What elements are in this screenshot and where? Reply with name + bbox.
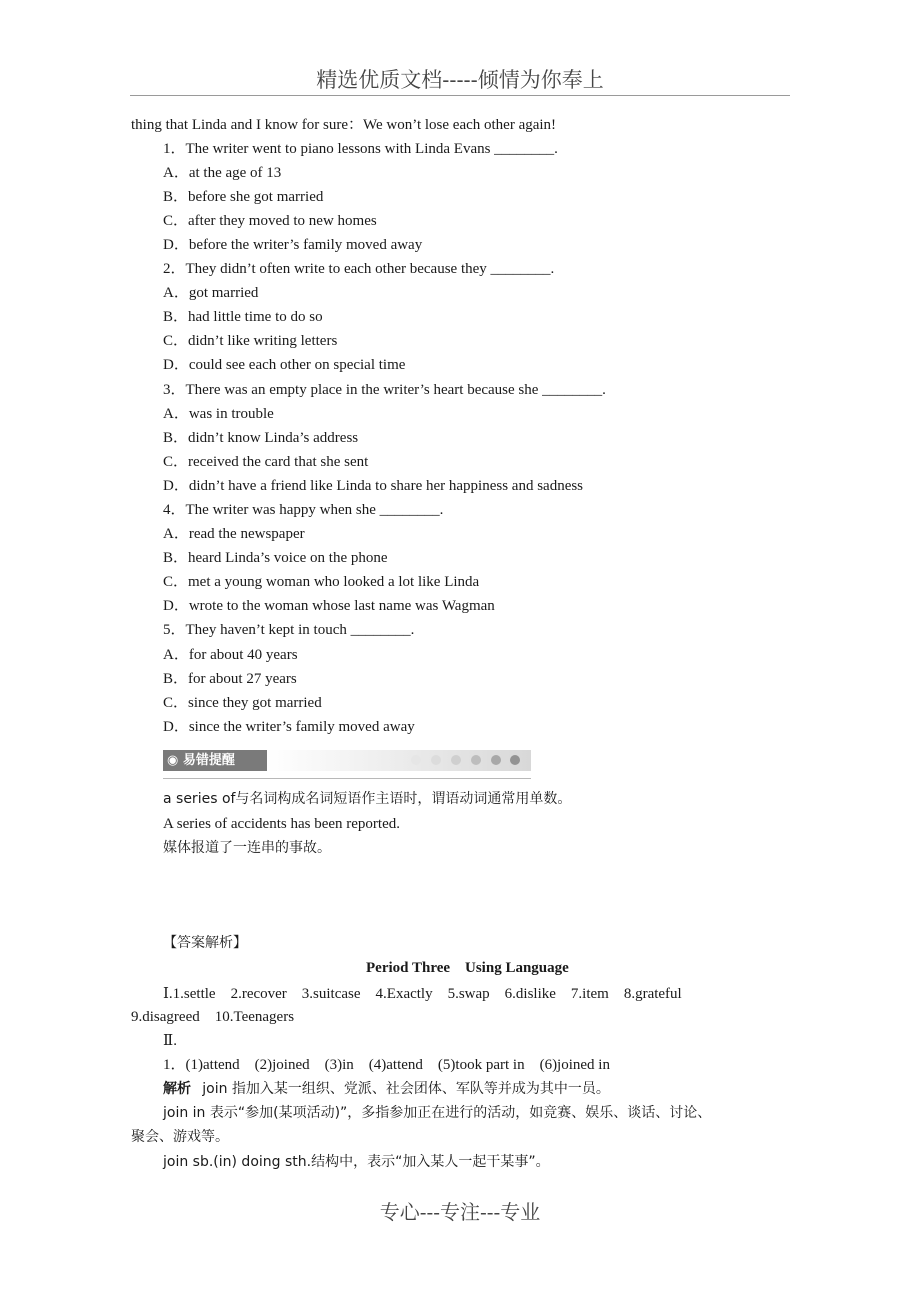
question-option: C．met a young woman who looked a lot like Linda <box>163 574 480 590</box>
banner-divider <box>163 778 531 779</box>
question-stem: 3．There was an empty place in the writer’s heart because she ________. <box>163 382 606 398</box>
question-option: B．didn’t know Linda’s address <box>163 430 359 446</box>
analysis-line <box>163 1080 610 1098</box>
reminder-example-en: A series of accidents has been reported. <box>163 816 400 832</box>
join-in-line1: join in 表示“参加(某项活动)”，多指参加正在进行的活动，如竞赛、娱乐、谈话、讨论、 <box>163 1105 712 1121</box>
question-option: A．got married <box>163 285 259 301</box>
question-option: C．since they got married <box>163 695 322 711</box>
analysis-text: join 指加入某一组织、党派、社会团体、军队等并成为其中一员。 <box>202 1081 610 1097</box>
question-option: A．at the age of 13 <box>163 165 282 181</box>
banner-dot-icon <box>411 755 421 765</box>
question-option: D．since the writer’s family moved away <box>163 719 415 735</box>
question-stem: 1．The writer went to piano lessons with Linda Evans ________. <box>163 141 558 157</box>
answers-part1-line2: 9.disagreed 10.Teenagers <box>131 1009 295 1025</box>
question-option: C．after they moved to new homes <box>163 213 377 229</box>
banner-dot-icon <box>431 755 441 765</box>
page-footer: 专心---专注---专业 <box>379 1200 541 1224</box>
question-option: D．could see each other on special time <box>163 357 406 373</box>
question-option: B．for about 27 years <box>163 671 297 687</box>
reminder-rule: a series of与名词构成名词短语作主语时，谓语动词通常用单数。 <box>163 791 572 807</box>
question-option: D．didn’t have a friend like Linda to share her happiness and sadness <box>163 478 584 494</box>
banner-dot-icon <box>451 755 461 765</box>
question-option: D．before the writer’s family moved away <box>163 237 423 253</box>
answers-part2-label: Ⅱ. <box>163 1033 177 1049</box>
question-option: C．received the card that she sent <box>163 454 369 470</box>
answers-heading: 【答案解析】 <box>163 935 247 951</box>
banner-dot-icon <box>510 755 520 765</box>
banner-dot-icon <box>471 755 481 765</box>
page-header: 精选优质文档-----倾情为你奉上 <box>316 68 604 92</box>
question-option: B．heard Linda’s voice on the phone <box>163 550 388 566</box>
question-option: B．had little time to do so <box>163 309 323 325</box>
question-stem: 5．They haven’t kept in touch ________. <box>163 622 415 638</box>
question-option: A．for about 40 years <box>163 647 298 663</box>
reminder-banner-label: ◉ 易错提醒 <box>163 750 267 771</box>
header-divider <box>130 95 790 96</box>
question-option: A．was in trouble <box>163 406 274 422</box>
question-option: D．wrote to the woman whose last name was Wagman <box>163 598 495 614</box>
banner-dot-icon <box>491 755 501 765</box>
question-stem: 4．The writer was happy when she ________. <box>163 502 444 518</box>
reminder-banner <box>163 750 531 780</box>
period-title: Period Three Using Language <box>366 960 569 976</box>
question-option: C．didn’t like writing letters <box>163 333 338 349</box>
question-option: A．read the newspaper <box>163 526 305 542</box>
question-option: B．before she got married <box>163 189 324 205</box>
question-stem: 2．They didn’t often write to each other because they ________. <box>163 261 555 277</box>
answers-part2-item1: 1．(1)attend (2)joined (3)in (4)attend (5)took part in (6)joined in <box>163 1057 610 1073</box>
join-sb-line: join sb.(in) doing sth.结构中，表示“加入某人一起干某事”。 <box>163 1154 550 1170</box>
answers-part1-line1: Ⅰ.1.settle 2.recover 3.suitcase 4.Exactly 5.swap 6.dislike 7.item 8.grateful <box>163 986 682 1002</box>
analysis-label: 解析 <box>163 1081 191 1097</box>
reminder-example-zh: 媒体报道了一连串的事故。 <box>163 840 331 856</box>
passage-closing-line: thing that Linda and I know for sure：We won’t lose each other again! <box>131 117 557 133</box>
join-in-line2: 聚会、游戏等。 <box>131 1129 229 1145</box>
